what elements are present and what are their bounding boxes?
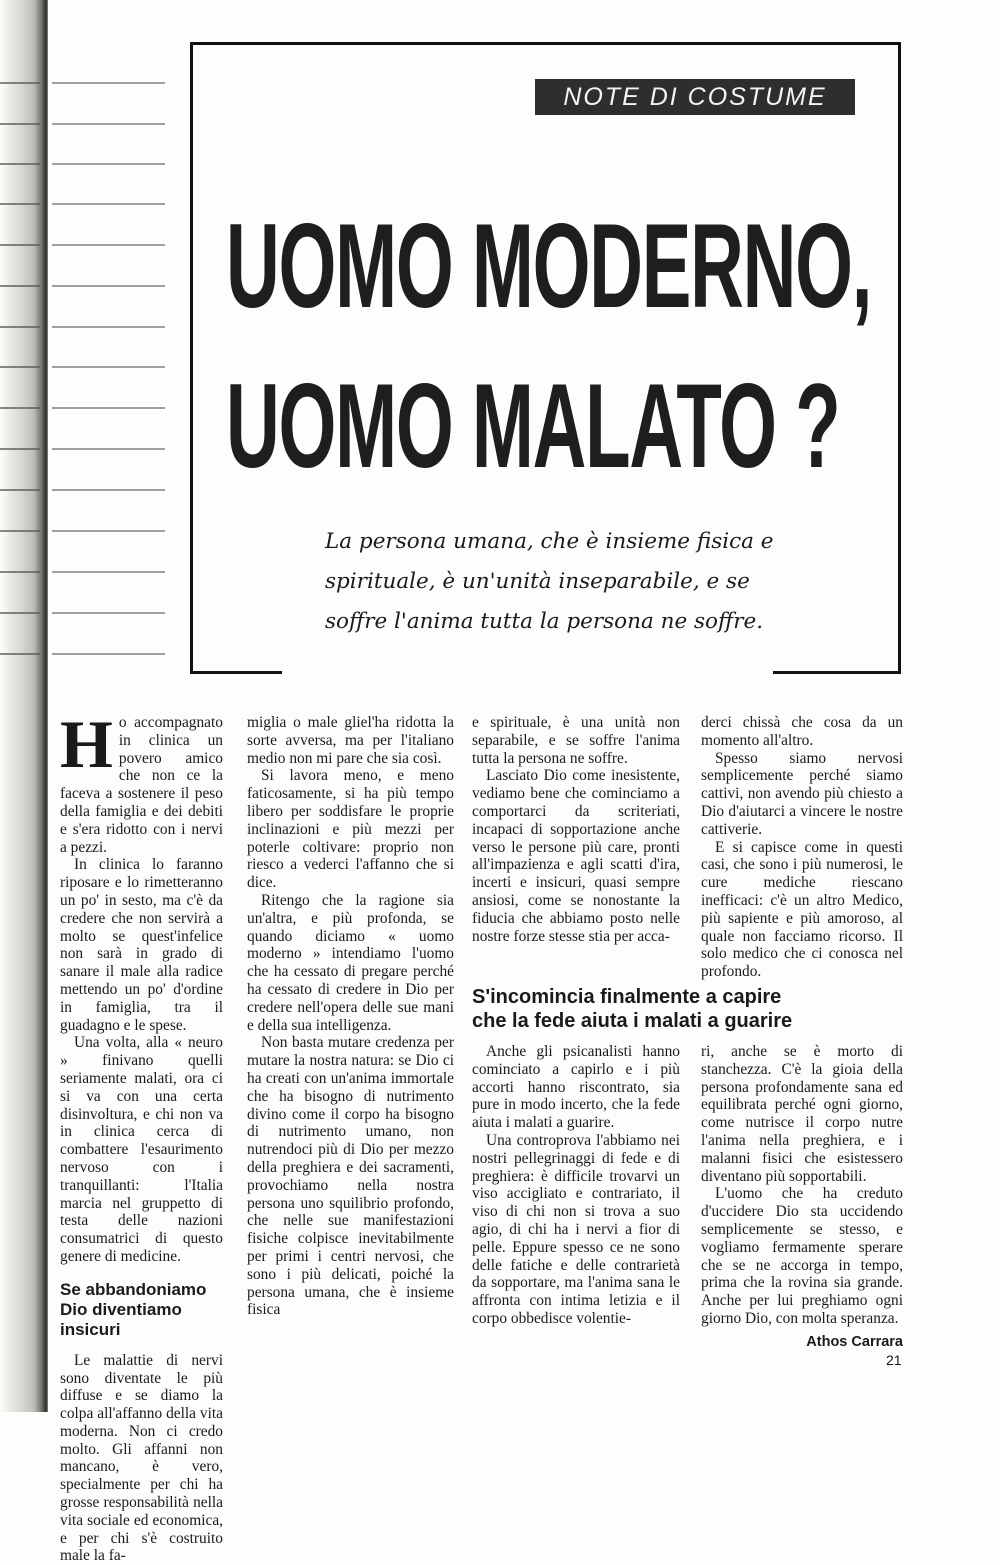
page-number: 21 (886, 1352, 902, 1368)
paragraph: Una controprova l'abbiamo nei nostri pellegrinaggi di fede e di preghiera: è difficile trovarvi un viso accigliato e contrariato, il viso di chi non si trova a suo agio, di chi ha i nervi a fior di pelle. Eppure spesso ce ne sono delle fatiche e delle contrarietà da sopportare, ma l'anima sana le affronta con intima letizia e il corpo obbedisce volentie- (472, 1131, 680, 1327)
section-heading-line-2: che la fede aiuta i malati a guarire (472, 1010, 793, 1032)
headline-line-2: UOMO MALATO ? (226, 359, 840, 493)
paragraph: Non basta mutare credenza per mutare la nostra natura: se Dio ci ha creati con un'anima immortale che ha bisogno di nutrimento divino come il corpo ha bisogno di nutrimento umano, non nutrendoci più di Dio per mezzo della preghiera e dei sacramenti, provochiamo nella nostra persona uno squilibrio profondo, che nelle sue manifestazioni fisiche colpisce inevitabilmente per primi i centri nervosi, che sono i più delicati, poiché la persona umana, che è insieme fisica (247, 1034, 454, 1319)
frame-top-rule (190, 42, 901, 45)
paragraph: e spirituale, è una unità non separabile, e se soffre l'anima tutta la persona ne soffre. (472, 714, 680, 767)
column-2 (247, 714, 454, 1319)
column-4-lower (701, 1043, 903, 1352)
paragraph: miglia o male gliel'ha ridotta la sorte avversa, ma per l'italiano medio non mi pare che sia così. (247, 714, 454, 767)
paragraph: Spesso siamo nervosi semplicemente perché siamo cattivi, non avendo più chiesto a Dio d'aiutarci a vincere le nostre cattiverie. (701, 749, 903, 838)
paragraph: Lasciato Dio come inesistente, vediamo bene che cominciamo a comportarci da scriteriati, incapaci di sopportazione anche verso le persone più care, pronti all'impazienza e agli scatti d'ira, incerti e insicuri, quasi sempre ansiosi, come se nonostante la fiducia che abbiamo posto nelle nostre forze stesse stia per acca- (472, 767, 680, 945)
article-headline (226, 186, 886, 506)
paragraph: E si capisce come in questi casi, che sono i più numerosi, le cure mediche riescano inefficaci: c'è un altro Medico, più sapiente e più amoroso, al quale non facciamo ricorso. Il solo medico che ci conosca nel profondo. (701, 838, 903, 981)
paragraph-text: o accompagnato in clinica un povero amico che non ce la faceva a sostenere il peso della famiglia e dei debiti e s'era ridotto con i nervi a pezzi. (60, 714, 223, 856)
paragraph (60, 706, 223, 856)
frame-bottom-right-rule (773, 671, 901, 674)
paragraph: ri, anche se è morto di stanchezza. C'è la gioia della persona profondamente sana ed equilibrata perché ogni giorno, come nutrisce il corpo nutre l'anima nella preghiera, e i malanni fisici che esistessero diventano più sopportabili. (701, 1043, 903, 1185)
paragraph: derci chissà che cosa da un momento all'altro. (701, 714, 903, 749)
frame-left-rule (190, 42, 193, 674)
paragraph: Anche gli psicanalisti hanno cominciato a capirlo e i più accorti hanno riscontrato, sia pure in modo incerto, che la fede aiuta i malati a guarire. (472, 1043, 680, 1132)
frame-bottom-left-rule (190, 671, 282, 674)
subheading: Se abbandoniamo Dio diventiamo insicuri (60, 1279, 207, 1339)
section-kicker: NOTE DI COSTUME (535, 79, 855, 115)
paragraph: Una volta, alla « neuro » finivano quelli seriamente malati, ora ci si va con una certa disinvoltura, e chi non va in clinica cerca di combattere l'esaurimento nervoso con i tranquillanti: l'Italia marcia nel gruppetto di testa delle nazioni consumatrici di questo genere di medicine. (60, 1034, 223, 1265)
section-heading (472, 985, 912, 1033)
paragraph: Le malattie di nervi sono diventate le più diffuse e se diamo la colpa all'affanno della vita moderna. Non ci credo molto. Gli affanni non mancano, è vero, specialmente per chi ha grosse responsabilità nella vita sociale ed economica, e per chi s'è costruito male la fa- (60, 1351, 223, 1565)
paragraph: Si lavora meno, e meno faticosamente, si ha più tempo libero per soddisfare le proprie inclinazioni e più mezzi per poterle coltivare: proprio non riesco a vederci l'affanno che si dice. (247, 767, 454, 892)
column-4 (701, 714, 903, 981)
author-byline: Athos Carrara (806, 1333, 903, 1350)
paragraph: L'uomo che ha creduto d'uccidere Dio sta uccidendo semplicemente se stesso, e vogliamo fermamente sperare che se ne accorga in tempo, prima che la rovina sia grande. Anche per lui preghiamo ogni giorno Dio, con molta speranza. (701, 1185, 903, 1327)
section-heading-line-1: S'incomincia finalmente a capire (472, 986, 782, 1008)
frame-right-rule (898, 42, 901, 674)
column-3 (472, 714, 680, 945)
column-3-lower (472, 1043, 680, 1328)
page-binding-shadow (0, 0, 48, 1412)
headline-line-1: UOMO MODERNO, (226, 199, 872, 333)
drop-cap: H (60, 706, 113, 782)
column-1 (60, 706, 223, 1565)
paragraph: In clinica lo faranno riposare e lo rimetteranno un po' in sesto, ma c'è da credere che non servirà a molto se quest'infelice non sarà in grado di sanare il male alla radice mettendo un po' d'ordine in famiglia, tra il guadagno e le spese. (60, 856, 223, 1034)
paragraph: Ritengo che la ragione sia un'altra, e più profonda, se quando diciamo « uomo moderno » intendiamo l'uomo che ha cessato di pregare perché ha cessato di credere in Dio per credere nell'opera delle sue mani e della sua intelligenza. (247, 891, 454, 1034)
article-subtitle: La persona umana, che è insieme fisica e spirituale, è un'unità inseparabile, e se soffre l'anima tutta la persona ne soffre. (325, 529, 774, 634)
